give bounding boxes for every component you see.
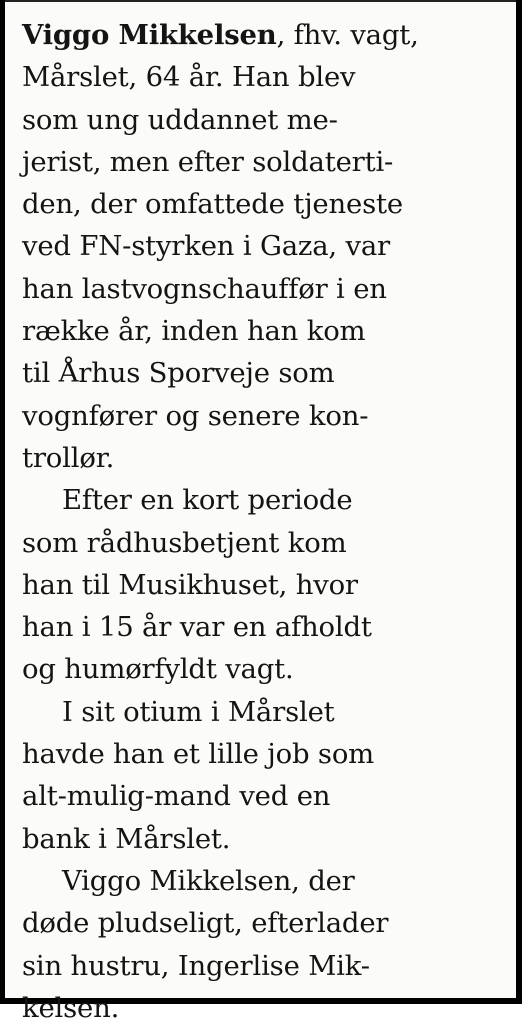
text-segment: , fhv. vagt, <box>276 19 419 51</box>
text-line: trollør. <box>22 441 115 474</box>
text-line: han til Musikhuset, hvor <box>22 568 358 601</box>
text-line <box>22 14 512 56</box>
text-line: Viggo Mikkelsen, der <box>62 864 355 897</box>
text-line: alt-mulig-mand ved en <box>22 780 331 813</box>
text-line: ved FN-styrken i Gaza, var <box>22 230 390 263</box>
text-line: kelsen. <box>22 991 120 1024</box>
text-line: havde han et lille job som <box>22 738 375 771</box>
text-line: og humørfyldt vagt. <box>22 653 294 686</box>
obituary-text <box>22 14 512 1029</box>
clipping-border-right <box>516 0 522 1004</box>
text-line: som rådhusbetjent kom <box>22 526 347 559</box>
text-line: døde pludseligt, efterlader <box>22 907 389 940</box>
text-line: han i 15 år var en afholdt <box>22 611 372 644</box>
text-line: bank i Mårslet. <box>22 822 231 855</box>
text-line: sin hustru, Ingerlise Mik- <box>22 949 370 982</box>
text-line: den, der omfattede tjeneste <box>22 188 403 221</box>
text-line: han lastvognschauffør i en <box>22 272 387 305</box>
text-line: række år, inden han kom <box>22 315 366 348</box>
person-name: Viggo Mikkelsen <box>22 19 277 51</box>
clipping-border-left <box>0 0 5 1004</box>
text-line: som ung uddannet me- <box>22 103 338 136</box>
text-line: vognfører og senere kon- <box>22 399 369 432</box>
text-line: Mårslet, 64 år. Han blev <box>22 61 356 94</box>
text-line: Efter en kort periode <box>62 484 353 517</box>
text-line: til Århus Sporveje som <box>22 357 335 390</box>
text-line: jerist, men efter soldaterti- <box>22 145 394 178</box>
clipping-border-top <box>0 0 522 2</box>
text-line: I sit otium i Mårslet <box>62 695 335 728</box>
